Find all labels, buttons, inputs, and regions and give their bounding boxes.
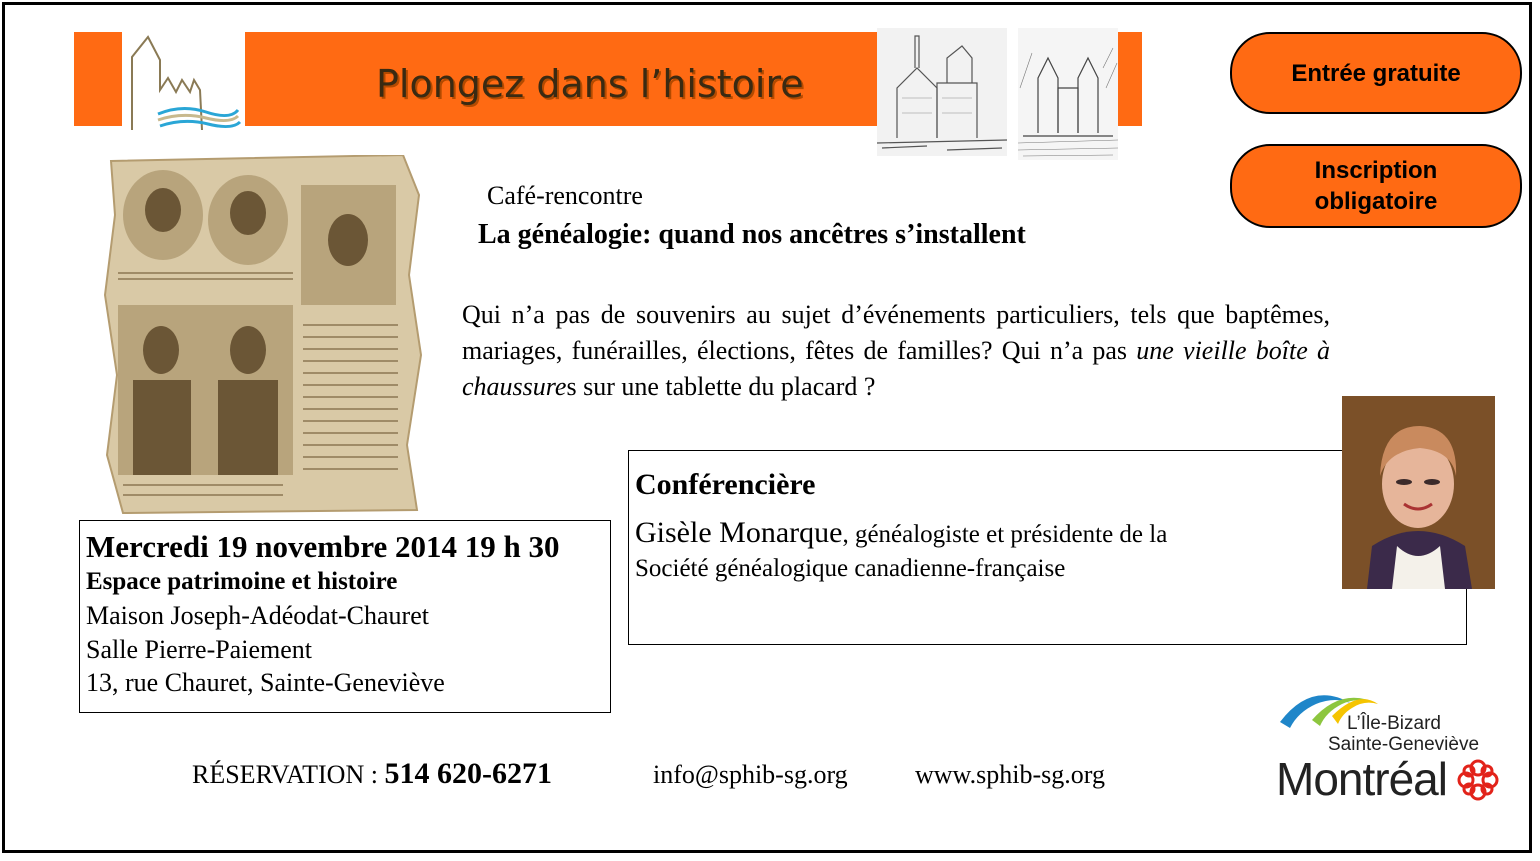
header-band-left (74, 32, 122, 126)
event-address: 13, rue Chauret, Sainte-Geneviève (86, 668, 445, 697)
reservation-label: RÉSERVATION : (192, 760, 385, 789)
speaker-role: , généalogiste et présidente de la (842, 521, 1168, 548)
event-description (462, 297, 1330, 405)
logo-city-name: Montréal (1276, 753, 1447, 805)
logo-borough-line1: L’Île-Bizard (1347, 713, 1441, 734)
event-title: La généalogie: quand nos ancêtres s’installent (478, 219, 1026, 250)
description-italic-text: une vieille boîte à chaussure (462, 336, 1330, 401)
reservation-phone[interactable]: 514 620-6271 (384, 757, 552, 790)
society-logo (122, 32, 245, 142)
church-wave-logo-icon (122, 32, 245, 142)
event-room: Salle Pierre-Paiement (86, 635, 312, 664)
event-subtitle: Café-rencontre (487, 181, 643, 210)
page-title: Plongez dans l’histoire (376, 62, 804, 106)
newspaper-clipping-image (103, 155, 425, 515)
reservation-info (192, 757, 552, 791)
speaker-box-border (1466, 588, 1467, 645)
speaker-name: Gisèle Monarque (635, 516, 843, 549)
header-band-right (1118, 32, 1142, 126)
contact-email[interactable]: info@sphib-sg.org (653, 760, 848, 789)
logo-borough-line2: Sainte-Geneviève (1328, 734, 1480, 755)
description-text-end: s sur une tablette du placard ? (566, 372, 876, 401)
event-venue: Espace patrimoine et histoire (86, 568, 398, 595)
registration-required-badge (1230, 144, 1522, 228)
free-entry-badge (1230, 32, 1522, 114)
speaker-portrait (1342, 396, 1495, 589)
event-building: Maison Joseph-Adéodat-Chauret (86, 601, 429, 630)
registration-label-line2: obligatoire (1314, 188, 1438, 215)
registration-label-line1: Inscription (1314, 157, 1438, 184)
speaker-info (635, 516, 1167, 550)
church-sketch-image (877, 28, 1007, 156)
speaker-heading: Conférencière (635, 468, 816, 501)
event-date: Mercredi 19 novembre 2014 19 h 30 (86, 529, 560, 564)
church-sketch-image-2 (1018, 28, 1118, 160)
description-text: Qui n’a pas de souvenirs au sujet d’événements particuliers, tels que baptêmes, mariages, funérailles, élections, fêtes de familles? Qui n’a pas (462, 300, 1330, 365)
speaker-organization: Société généalogique canadienne-française (635, 555, 1066, 582)
free-entry-label: Entrée gratuite (1291, 59, 1461, 87)
website-link[interactable]: www.sphib-sg.org (915, 760, 1105, 789)
